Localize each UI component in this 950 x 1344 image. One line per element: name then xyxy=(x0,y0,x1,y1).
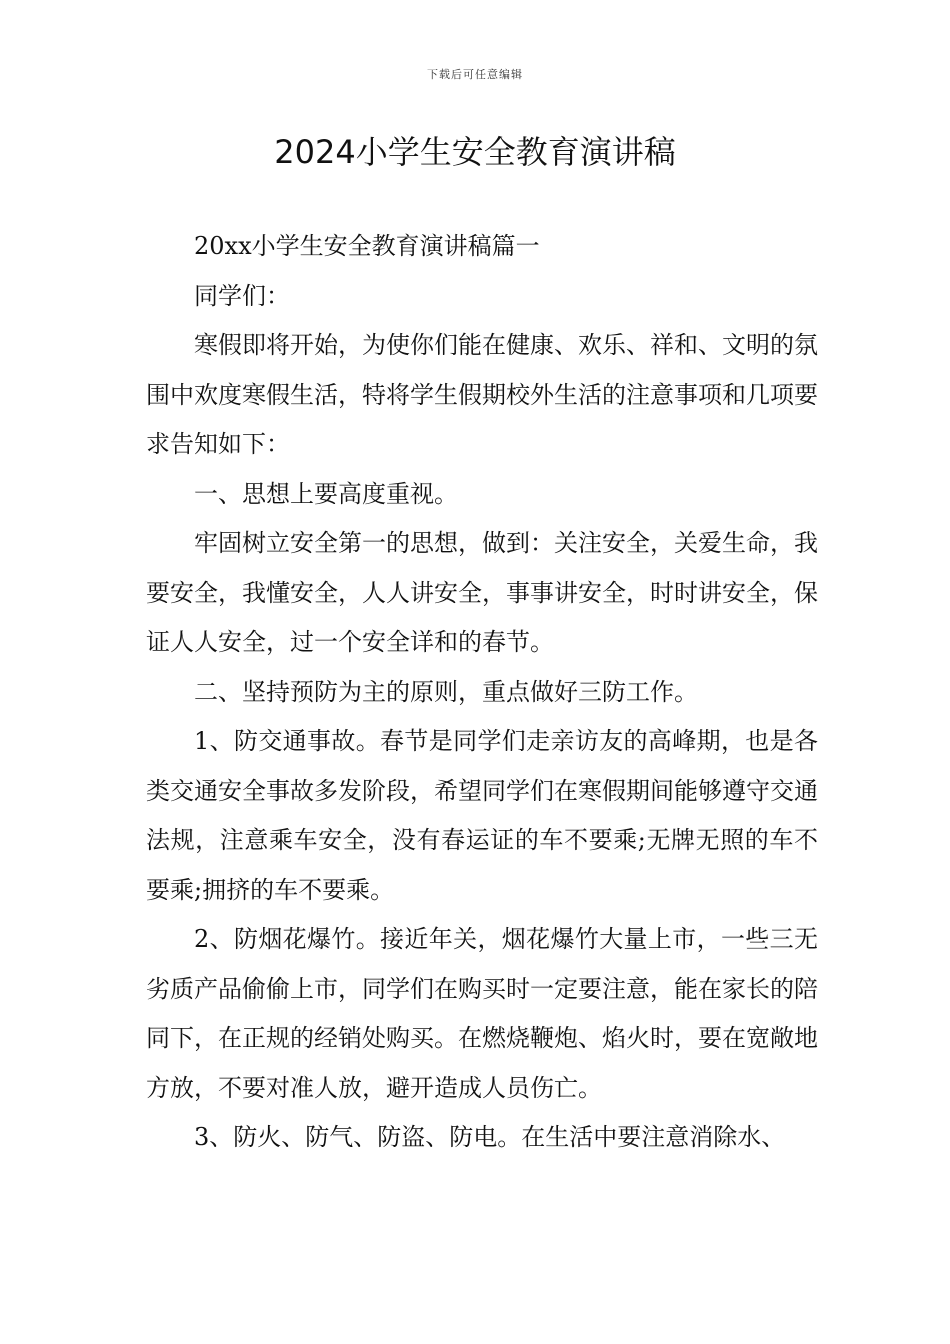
document-body xyxy=(146,222,818,1163)
paragraph-section-heading: 20xx小学生安全教育演讲稿篇一 xyxy=(194,232,540,260)
paragraph-fireworks: 2、防烟花爆竹。接近年关，烟花爆竹大量上市，一些三无劣质产品偷偷上市，同学们在购买时一定要注意，能在家长的陪同下，在正规的经销处购买。在燃烧鞭炮、焰火时，要在宽敞地方放，不要对准人放，避开造成人员伤亡。 xyxy=(146,925,818,1102)
paragraph-traffic: 1、防交通事故。春节是同学们走亲访友的高峰期，也是各类交通安全事故多发阶段，希望同学们在寒假期间能够遵守交通法规，注意乘车安全，没有春运证的车不要乘;无牌无照的车不要乘;拥挤的车不要乘。 xyxy=(146,727,818,904)
paragraph-point-one-detail: 牢固树立安全第一的思想，做到：关注安全，关爱生命，我要安全，我懂安全，人人讲安全，事事讲安全，时时讲安全，保证人人安全，过一个安全详和的春节。 xyxy=(146,529,818,656)
paragraph-fire-gas-theft: 3、防火、防气、防盗、防电。在生活中要注意消除水、 xyxy=(194,1123,786,1151)
paragraph-point-one: 一、思想上要高度重视。 xyxy=(194,479,458,508)
paragraph-point-two: 二、坚持预防为主的原则，重点做好三防工作。 xyxy=(194,677,698,706)
paragraph-intro: 寒假即将开始，为使你们能在健康、欢乐、祥和、文明的氛围中欢度寒假生活，特将学生假期校外生活的注意事项和几项要求告知如下： xyxy=(146,331,818,458)
paragraph-greeting: 同学们： xyxy=(194,281,290,310)
header-note: 下载后可任意编辑 xyxy=(427,68,523,81)
document-title: 2024小学生安全教育演讲稿 xyxy=(274,133,676,171)
